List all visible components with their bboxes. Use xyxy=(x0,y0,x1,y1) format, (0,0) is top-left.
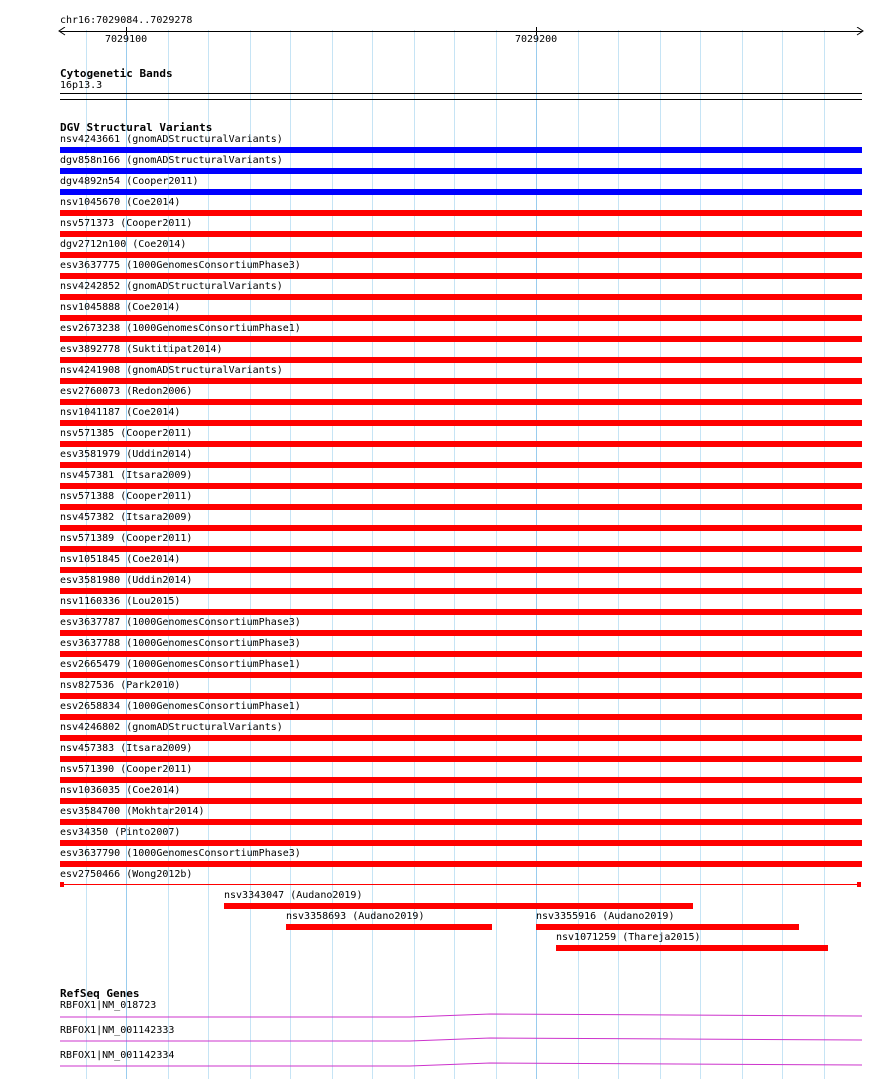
variant-bar[interactable] xyxy=(60,336,862,342)
variant-bar[interactable] xyxy=(60,483,862,489)
gene-feature[interactable] xyxy=(60,1036,862,1044)
variant-bar[interactable] xyxy=(60,252,862,258)
variant-label[interactable]: nsv571385 (Cooper2011) xyxy=(60,428,193,439)
variant-bar[interactable] xyxy=(60,189,862,195)
variant-label[interactable]: esv3584700 (Mokhtar2014) xyxy=(60,806,205,817)
variant-bar[interactable] xyxy=(60,588,862,594)
variant-label[interactable]: nsv827536 (Park2010) xyxy=(60,680,181,691)
variant-label[interactable]: esv2665479 (1000GenomesConsortiumPhase1) xyxy=(60,659,301,670)
variant-label[interactable]: esv3581980 (Uddin2014) xyxy=(60,575,193,586)
variant-label[interactable]: nsv3358693 (Audano2019) xyxy=(286,911,425,922)
variant-label[interactable]: nsv1160336 (Lou2015) xyxy=(60,596,181,607)
variant-label[interactable]: nsv3355916 (Audano2019) xyxy=(536,911,675,922)
variant-bar[interactable] xyxy=(60,693,862,699)
variant-label[interactable]: nsv571373 (Cooper2011) xyxy=(60,218,193,229)
variant-bar[interactable] xyxy=(60,420,862,426)
cytobands-title: Cytogenetic Bands xyxy=(60,67,173,80)
variant-bar[interactable] xyxy=(60,315,862,321)
variant-bar[interactable] xyxy=(60,378,862,384)
ruler-left-arrow-icon xyxy=(58,27,66,36)
variant-label[interactable]: esv2673238 (1000GenomesConsortiumPhase1) xyxy=(60,323,301,334)
dgv-title: DGV Structural Variants xyxy=(60,121,213,134)
cytoband-track-top xyxy=(60,93,862,94)
gene-feature[interactable] xyxy=(60,1061,862,1069)
gene-label[interactable]: RBFOX1|NM_001142333 xyxy=(60,1025,175,1036)
variant-bar[interactable] xyxy=(60,357,862,363)
variant-bar[interactable] xyxy=(60,273,862,279)
variant-label[interactable]: nsv1051845 (Coe2014) xyxy=(60,554,181,565)
variant-label[interactable]: nsv571388 (Cooper2011) xyxy=(60,491,193,502)
variant-label[interactable]: esv3637775 (1000GenomesConsortiumPhase3) xyxy=(60,260,301,271)
variant-bar[interactable] xyxy=(60,756,862,762)
variant-bar[interactable] xyxy=(60,546,862,552)
variant-bar[interactable] xyxy=(60,147,862,153)
variant-bar[interactable] xyxy=(536,924,799,930)
variant-bar[interactable] xyxy=(60,819,862,825)
variant-bar[interactable] xyxy=(60,210,862,216)
variant-bar[interactable] xyxy=(224,903,693,909)
variant-label[interactable]: nsv457381 (Itsara2009) xyxy=(60,470,193,481)
variant-bar[interactable] xyxy=(60,630,862,636)
variant-label[interactable]: nsv4241908 (gnomADStructuralVariants) xyxy=(60,365,283,376)
refseq-title: RefSeq Genes xyxy=(60,987,140,1000)
variant-label[interactable]: nsv571390 (Cooper2011) xyxy=(60,764,193,775)
variant-bar[interactable] xyxy=(60,399,862,405)
gene-feature[interactable] xyxy=(60,1012,862,1020)
variant-bar[interactable] xyxy=(286,924,492,930)
variant-label[interactable]: esv3581979 (Uddin2014) xyxy=(60,449,193,460)
variant-bar[interactable] xyxy=(60,294,862,300)
variant-label[interactable]: esv2760073 (Redon2006) xyxy=(60,386,193,397)
variant-bar[interactable] xyxy=(556,945,828,951)
variant-bar[interactable] xyxy=(60,735,862,741)
gene-label[interactable]: RBFOX1|NM_018723 xyxy=(60,1000,157,1011)
variant-bar[interactable] xyxy=(60,777,862,783)
ruler-tick-label: 7029200 xyxy=(515,34,558,45)
variant-bar[interactable] xyxy=(60,231,862,237)
variant-label[interactable]: esv3892778 (Suktitipat2014) xyxy=(60,344,223,355)
variant-label[interactable]: nsv457382 (Itsara2009) xyxy=(60,512,193,523)
variant-label[interactable]: nsv571389 (Cooper2011) xyxy=(60,533,193,544)
variant-bar[interactable] xyxy=(60,567,862,573)
variant-label[interactable]: esv3637787 (1000GenomesConsortiumPhase3) xyxy=(60,617,301,628)
variant-label[interactable]: nsv1041187 (Coe2014) xyxy=(60,407,181,418)
variant-bar[interactable] xyxy=(60,441,862,447)
variant-bar[interactable] xyxy=(60,504,862,510)
variant-label[interactable]: nsv4242852 (gnomADStructuralVariants) xyxy=(60,281,283,292)
cytoband-track-bottom xyxy=(60,99,862,100)
variant-label[interactable]: nsv1045670 (Coe2014) xyxy=(60,197,181,208)
variant-label[interactable]: esv34350 (Pinto2007) xyxy=(60,827,181,838)
variant-label[interactable]: esv2658834 (1000GenomesConsortiumPhase1) xyxy=(60,701,301,712)
ruler-tick-label: 7029100 xyxy=(105,34,148,45)
variant-label[interactable]: dgv858n166 (gnomADStructuralVariants) xyxy=(60,155,283,166)
variant-label[interactable]: nsv3343047 (Audano2019) xyxy=(224,890,363,901)
variant-label[interactable]: dgv4892n54 (Cooper2011) xyxy=(60,176,199,187)
variant-label[interactable]: nsv1036035 (Coe2014) xyxy=(60,785,181,796)
variant-bar[interactable] xyxy=(60,840,862,846)
variant-label[interactable]: esv3637790 (1000GenomesConsortiumPhase3) xyxy=(60,848,301,859)
variant-bar[interactable] xyxy=(60,798,862,804)
cytoband-label: 16p13.3 xyxy=(60,80,103,91)
variant-label[interactable]: dgv2712n100 (Coe2014) xyxy=(60,239,187,250)
variant-bar[interactable] xyxy=(60,462,862,468)
variant-label[interactable]: esv3637788 (1000GenomesConsortiumPhase3) xyxy=(60,638,301,649)
variant-bar[interactable] xyxy=(60,861,862,867)
gene-label[interactable]: RBFOX1|NM_001142334 xyxy=(60,1050,175,1061)
variant-bar[interactable] xyxy=(60,168,862,174)
variant-bar[interactable] xyxy=(60,672,862,678)
variant-label[interactable]: nsv4243661 (gnomADStructuralVariants) xyxy=(60,134,283,145)
variant-bar[interactable] xyxy=(60,651,862,657)
variant-label[interactable]: esv2750466 (Wong2012b) xyxy=(60,869,193,880)
variant-bar[interactable] xyxy=(60,714,862,720)
region-label: chr16:7029084..7029278 xyxy=(60,15,193,26)
ruler-right-arrow-icon xyxy=(856,27,864,36)
variant-bar[interactable] xyxy=(60,609,862,615)
variant-bar[interactable] xyxy=(60,525,862,531)
variant-label[interactable]: nsv1071259 (Thareja2015) xyxy=(556,932,701,943)
variant-label[interactable]: nsv4246802 (gnomADStructuralVariants) xyxy=(60,722,283,733)
variant-label[interactable]: nsv1045888 (Coe2014) xyxy=(60,302,181,313)
variant-label[interactable]: nsv457383 (Itsara2009) xyxy=(60,743,193,754)
